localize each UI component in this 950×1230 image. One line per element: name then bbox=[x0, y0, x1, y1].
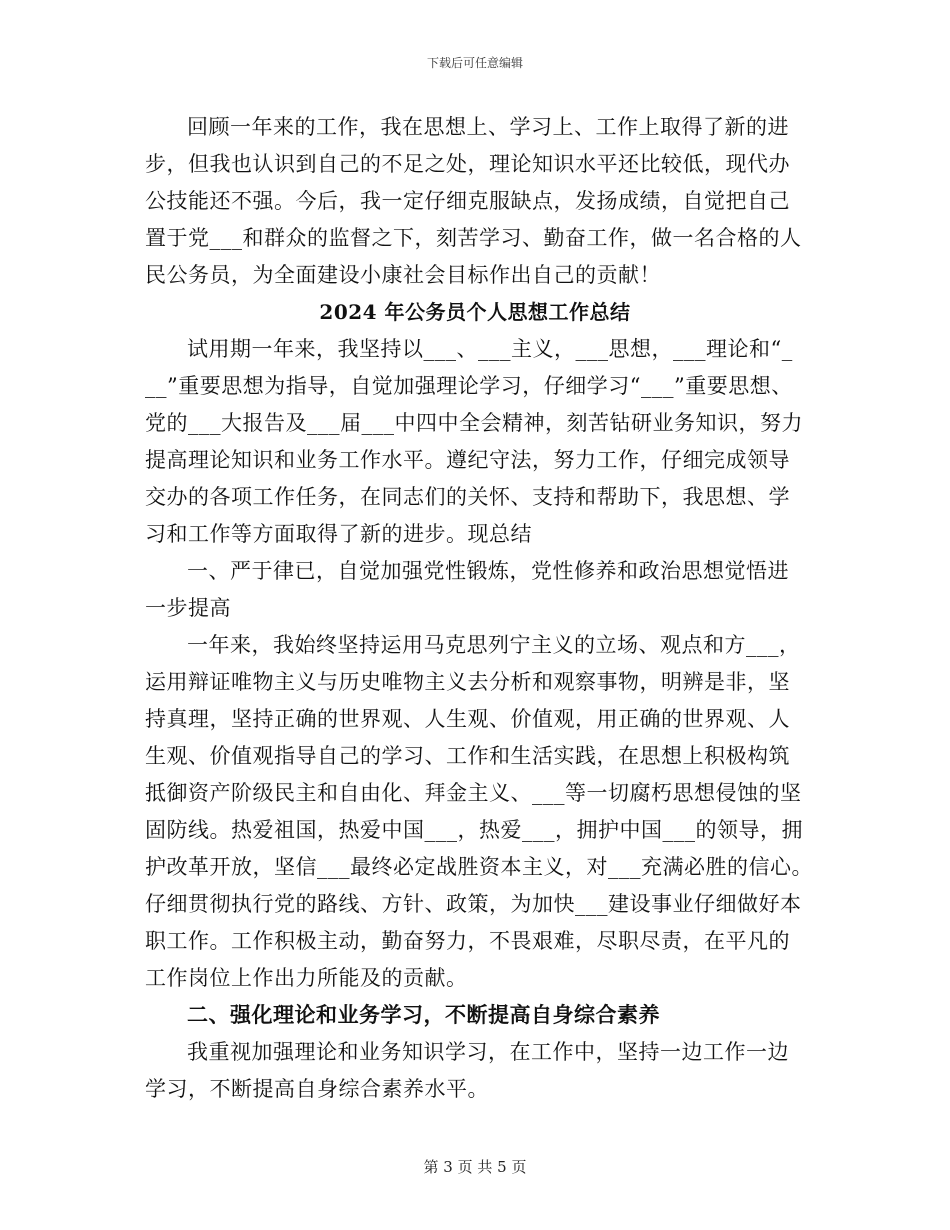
paragraph-line: __”重要思想为指导，自觉加强理论学习，仔细学习“___”重要思想、 bbox=[145, 374, 793, 398]
paragraph-line: 公技能还不强。今后，我一定仔细克服缺点，发扬成绩，自觉把自己 bbox=[145, 189, 790, 213]
paragraph-line: 持真理，坚持正确的世界观、人生观、价值观，用正确的世界观、人 bbox=[145, 707, 790, 731]
paragraph-line: 习和工作等方面取得了新的进步。现总结 bbox=[145, 522, 532, 546]
paragraph-line: 运用辩证唯物主义与历史唯物主义去分析和观察事物，明辨是非，坚 bbox=[145, 670, 790, 694]
section-title: 2024 年公务员个人思想工作总结 bbox=[319, 300, 631, 324]
paragraph-line: 步，但我也认识到自己的不足之处，理论知识水平还比较低，现代办 bbox=[145, 152, 790, 176]
paragraph-line: 提高理论知识和业务工作水平。遵纪守法，努力工作，仔细完成领导 bbox=[145, 448, 790, 472]
paragraph-line: 职工作。工作积极主动，勤奋努力，不畏艰难，尽职尽责，在平凡的 bbox=[145, 929, 790, 953]
paragraph-line: 仔细贯彻执行党的路线、方针、政策，为加快___建设事业仔细做好本 bbox=[145, 892, 802, 916]
subheading-line: 一、严于律已，自觉加强党性锻炼，党性修养和政治思想觉悟进 bbox=[187, 559, 789, 583]
paragraph-line: 回顾一年来的工作，我在思想上、学习上、工作上取得了新的进 bbox=[187, 115, 789, 139]
page-number: 第 3 页 共 5 页 bbox=[423, 1158, 527, 1176]
paragraph-line: 一年来，我始终坚持运用马克思列宁主义的立场、观点和方___， bbox=[187, 633, 801, 657]
paragraph-line: 固防线。热爱祖国，热爱中国___，热爱___，拥护中国___的领导，拥 bbox=[145, 818, 803, 842]
paragraph-line: 工作岗位上作出力所能及的贡献。 bbox=[145, 966, 468, 990]
section-heading: 二、强化理论和业务学习，不断提高自身综合素养 bbox=[187, 1002, 660, 1027]
paragraph-line: 交办的各项工作任务，在同志们的关怀、支持和帮助下，我思想、学 bbox=[145, 485, 790, 509]
paragraph-line: 抵御资产阶级民主和自由化、拜金主义、___等一切腐朽思想侵蚀的坚 bbox=[145, 781, 802, 805]
paragraph-line: 试用期一年来，我坚持以___、___主义，___思想，___理论和“_ bbox=[187, 337, 793, 361]
paragraph-line: 我重视加强理论和业务知识学习，在工作中，坚持一边工作一边 bbox=[187, 1040, 789, 1064]
paragraph-line: 学习，不断提高自身综合素养水平。 bbox=[145, 1077, 489, 1101]
paragraph-line: 民公务员，为全面建设小康社会目标作出自己的贡献！ bbox=[145, 263, 661, 287]
paragraph-line: 生观、价值观指导自己的学习、工作和生活实践，在思想上积极构筑 bbox=[145, 744, 790, 768]
paragraph-line: 置于党___和群众的监督之下，刻苦学习、勤奋工作，做一名合格的人 bbox=[145, 226, 802, 250]
paragraph-line: 护改革开放，坚信___最终必定战胜资本主义，对___充满必胜的信心。 bbox=[145, 855, 813, 879]
subheading-line: 一步提高 bbox=[145, 596, 231, 620]
header-note: 下载后可任意编辑 bbox=[426, 56, 523, 70]
paragraph-line: 党的___大报告及___届___中四中全会精神，刻苦钻研业务知识，努力 bbox=[145, 411, 803, 435]
